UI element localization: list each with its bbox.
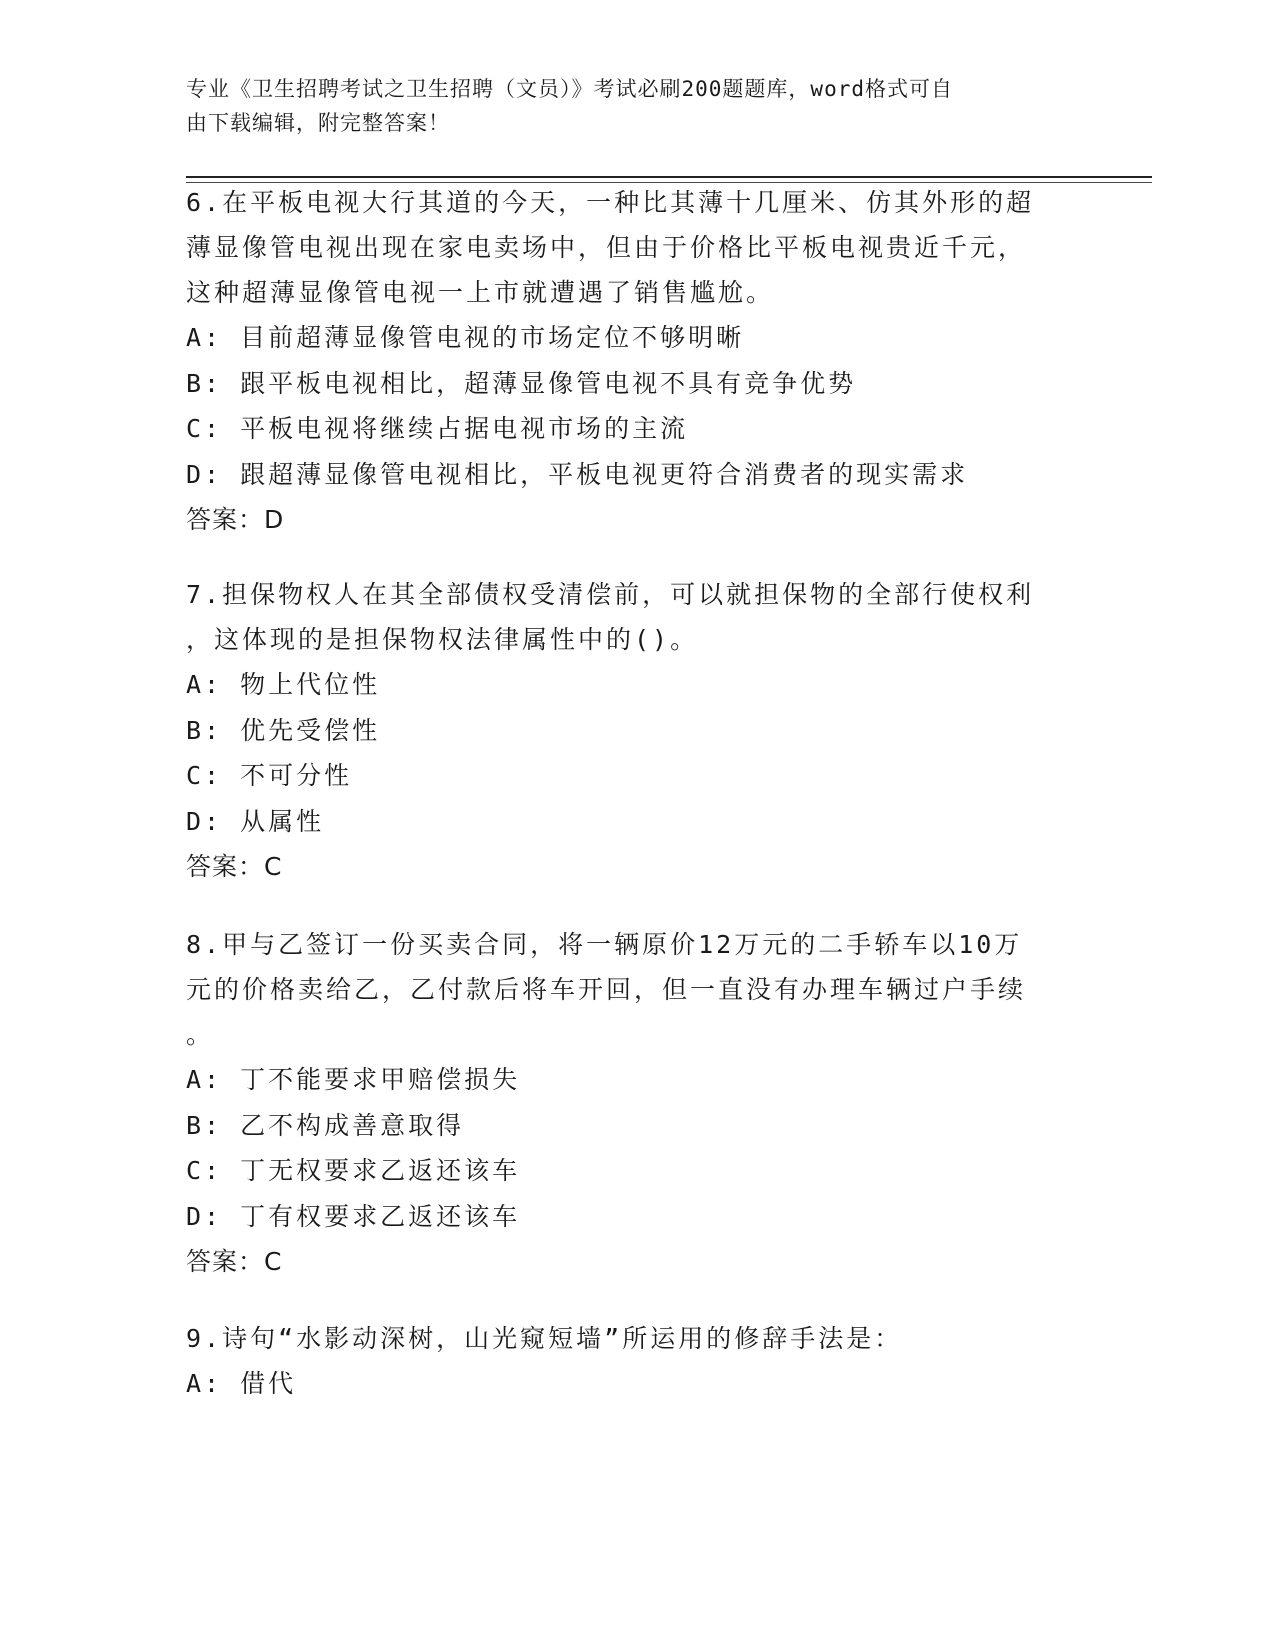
- option-a: A: 借代: [186, 1369, 297, 1398]
- question-stem-line: 。: [186, 1020, 215, 1049]
- option-c: C: 平板电视将继续占据电视市场的主流: [186, 414, 689, 443]
- option-b: B: 优先受偿性: [186, 715, 381, 745]
- document-header: [186, 72, 1066, 140]
- question-stem-line: 薄显像管电视出现在家电卖场中，但由于价格比平板电视贵近千元，: [186, 233, 1027, 262]
- option-a: A: 目前超薄显像管电视的市场定位不够明晰: [186, 323, 745, 352]
- question-9: [186, 1316, 1066, 1407]
- answer-label: 答案：D: [186, 505, 285, 534]
- option-b: B: 乙不构成善意取得: [186, 1110, 465, 1140]
- option-c: C: 不可分性: [186, 761, 353, 790]
- option-d: D: 丁有权要求乙返还该车: [186, 1201, 521, 1231]
- header-line-2: 由下载编辑，附完整答案！: [186, 111, 450, 135]
- answer-label: 答案：C: [186, 852, 283, 881]
- question-8: [186, 922, 1066, 1284]
- answer-label: 答案：C: [186, 1247, 283, 1276]
- option-a: A: 物上代位性: [186, 670, 381, 699]
- header-divider-thick: [186, 176, 1152, 178]
- question-6: [186, 180, 1066, 542]
- option-c: C: 丁无权要求乙返还该车: [186, 1156, 521, 1185]
- question-stem-line: 6.在平板电视大行其道的今天，一种比其薄十几厘米、仿其外形的超: [186, 188, 1035, 217]
- option-b: B: 跟平板电视相比，超薄显像管电视不具有竞争优势: [186, 368, 857, 398]
- question-stem-line: 7.担保物权人在其全部债权受清偿前，可以就担保物的全部行使权利: [186, 580, 1035, 609]
- question-stem-line: 8.甲与乙签订一份买卖合同，将一辆原价12万元的二手轿车以10万: [186, 930, 1023, 959]
- question-stem-line: 这种超薄显像管电视一上市就遭遇了销售尴尬。: [186, 278, 775, 307]
- header-line-1: 专业《卫生招聘考试之卫生招聘（文员）》考试必刷200题题库，word格式可自: [186, 77, 953, 101]
- option-d: D: 从属性: [186, 806, 325, 836]
- option-d: D: 跟超薄显像管电视相比，平板电视更符合消费者的现实需求: [186, 459, 969, 489]
- question-7: [186, 572, 1066, 889]
- question-stem-line: ，这体现的是担保物权法律属性中的()。: [186, 625, 699, 654]
- option-a: A: 丁不能要求甲赔偿损失: [186, 1065, 521, 1094]
- question-stem-line: 元的价格卖给乙，乙付款后将车开回，但一直没有办理车辆过户手续: [186, 975, 1027, 1004]
- question-stem-line: 9.诗句“水影动深树，山光窥短墙”所运用的修辞手法是：: [186, 1324, 903, 1353]
